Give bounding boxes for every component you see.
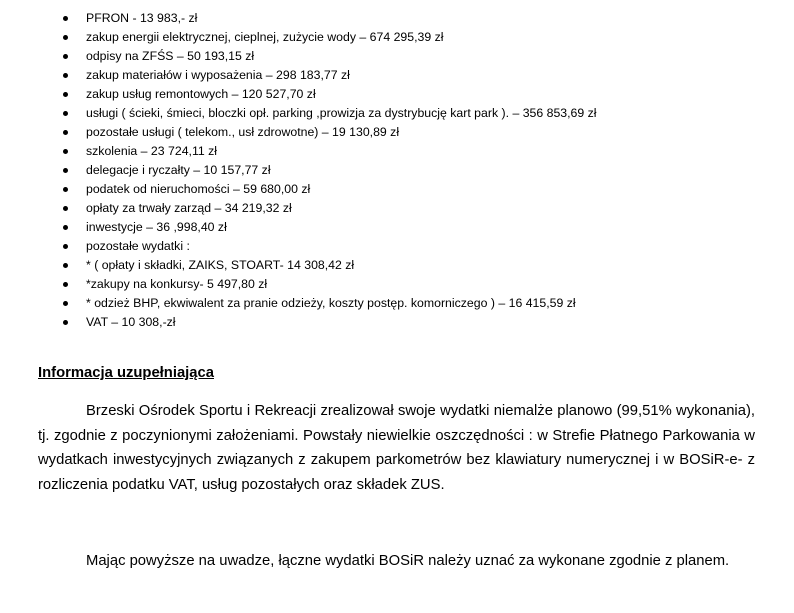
conclusion-paragraph: Mając powyższe na uwadze, łączne wydatki BOSiR należy uznać za wykonane zgodnie z planem. bbox=[86, 553, 730, 569]
list-item: pozostałe wydatki : bbox=[60, 237, 760, 256]
list-item: zakup usług remontowych – 120 527,70 zł bbox=[60, 85, 760, 104]
list-item: * odzież BHP, ekwiwalent za pranie odzieży, koszty postęp. komorniczego ) – 16 415,59 zł bbox=[60, 294, 760, 313]
list-item: opłaty za trwały zarząd – 34 219,32 zł bbox=[60, 199, 760, 218]
summary-paragraph: Brzeski Ośrodek Sportu i Rekreacji zrealizował swoje wydatki niemalże planowo (99,51% wykonania), tj. zgodnie z poczynionymi założeniami. Powstały niewielkie oszczędności : w Strefie Płatnego Parkowania w wydatkach inwestycyjnych związanych z zakupem parkometrów bez klawiatury numerycznej i w BOSiR-e- z rozliczenia podatku VAT, usług pozostałych oraz składek ZUS. bbox=[38, 403, 755, 493]
list-item: VAT – 10 308,-zł bbox=[60, 313, 760, 332]
expense-list bbox=[60, 9, 760, 332]
section-heading: Informacja uzupełniająca bbox=[38, 365, 214, 381]
list-item: zakup energii elektrycznej, cieplnej, zużycie wody – 674 295,39 zł bbox=[60, 28, 760, 47]
list-item: inwestycje – 36 ,998,40 zł bbox=[60, 218, 760, 237]
list-item: pozostałe usługi ( telekom., usł zdrowotne) – 19 130,89 zł bbox=[60, 123, 760, 142]
list-item: PFRON - 13 983,- zł bbox=[60, 9, 760, 28]
list-item: zakup materiałów i wyposażenia – 298 183,77 zł bbox=[60, 66, 760, 85]
list-item: * ( opłaty i składki, ZAIKS, STOART- 14 308,42 zł bbox=[60, 256, 760, 275]
list-item: podatek od nieruchomości – 59 680,00 zł bbox=[60, 180, 760, 199]
list-item: delegacje i ryczałty – 10 157,77 zł bbox=[60, 161, 760, 180]
list-item: *zakupy na konkursy- 5 497,80 zł bbox=[60, 275, 760, 294]
list-item: odpisy na ZFŚS – 50 193,15 zł bbox=[60, 47, 760, 66]
list-item: usługi ( ścieki, śmieci, bloczki opł. parking ,prowizja za dystrybucję kart park ). – 356 853,69 zł bbox=[60, 104, 760, 123]
list-item: szkolenia – 23 724,11 zł bbox=[60, 142, 760, 161]
